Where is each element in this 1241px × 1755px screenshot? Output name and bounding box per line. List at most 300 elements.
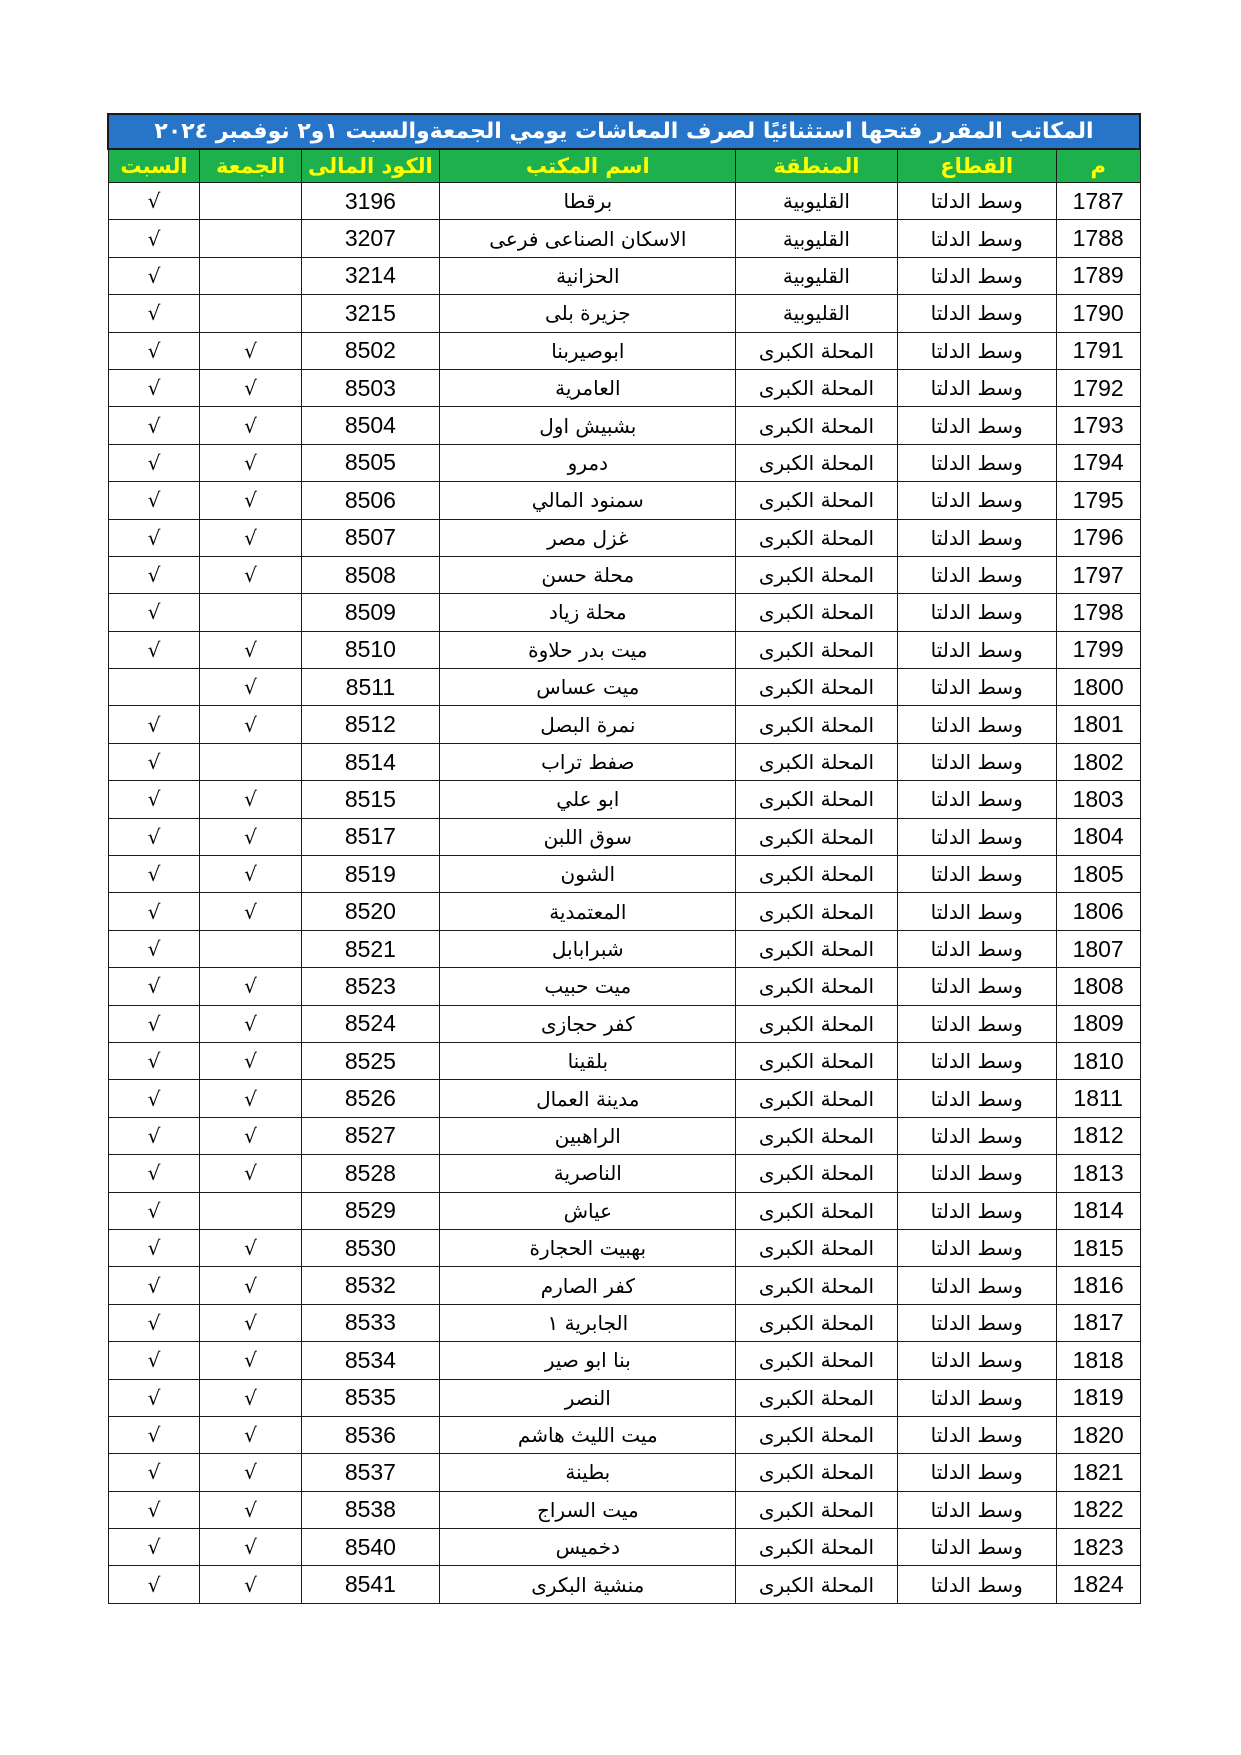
table-row	[108, 1080, 1140, 1117]
cell-financial-code: 8510	[301, 631, 440, 668]
cell-friday-check: √	[200, 1342, 301, 1379]
cell-sector: وسط الدلتا	[897, 594, 1056, 631]
cell-office-name: محلة زياد	[440, 594, 736, 631]
table-row	[108, 818, 1140, 855]
cell-financial-code: 8508	[301, 556, 440, 593]
table-row	[108, 1042, 1140, 1079]
cell-friday-check: √	[200, 856, 301, 893]
cell-saturday-check: √	[108, 1005, 200, 1042]
cell-financial-code: 8512	[301, 706, 440, 743]
cell-serial: 1818	[1056, 1342, 1140, 1379]
cell-serial: 1795	[1056, 482, 1140, 519]
cell-friday-check: √	[200, 1454, 301, 1491]
cell-serial: 1815	[1056, 1229, 1140, 1266]
header-financial-code: الكود المالى	[301, 149, 440, 183]
cell-serial: 1798	[1056, 594, 1140, 631]
table-title: المكاتب المقرر فتحها استثنائيًا لصرف المعاشات يومي الجمعةوالسبت ١و٢ نوفمبر ٢٠٢٤	[108, 114, 1140, 149]
cell-financial-code: 8509	[301, 594, 440, 631]
cell-office-name: كفر الصارم	[440, 1267, 736, 1304]
cell-office-name: ابوصيربنا	[440, 332, 736, 369]
cell-saturday-check: √	[108, 893, 200, 930]
cell-serial: 1797	[1056, 556, 1140, 593]
cell-serial: 1809	[1056, 1005, 1140, 1042]
cell-saturday-check: √	[108, 930, 200, 967]
cell-saturday-check: √	[108, 444, 200, 481]
cell-saturday-check: √	[108, 257, 200, 294]
cell-serial: 1789	[1056, 257, 1140, 294]
table-row	[108, 930, 1140, 967]
table-row	[108, 669, 1140, 706]
cell-saturday-check: √	[108, 631, 200, 668]
cell-sector: وسط الدلتا	[897, 1416, 1056, 1453]
cell-friday-check: √	[200, 781, 301, 818]
cell-financial-code: 8536	[301, 1416, 440, 1453]
cell-friday-check: √	[200, 1304, 301, 1341]
cell-saturday-check: √	[108, 706, 200, 743]
cell-region: المحلة الكبرى	[736, 968, 897, 1005]
header-region: المنطقة	[736, 149, 897, 183]
cell-friday-check: √	[200, 1042, 301, 1079]
cell-financial-code: 8532	[301, 1267, 440, 1304]
table-row	[108, 369, 1140, 406]
cell-friday-check	[200, 743, 301, 780]
title-row	[108, 114, 1140, 149]
cell-saturday-check: √	[108, 1117, 200, 1154]
cell-financial-code: 8530	[301, 1229, 440, 1266]
cell-office-name: بلقينا	[440, 1042, 736, 1079]
cell-friday-check: √	[200, 369, 301, 406]
cell-office-name: ميت الليث هاشم	[440, 1416, 736, 1453]
cell-friday-check: √	[200, 1491, 301, 1528]
cell-financial-code: 8523	[301, 968, 440, 1005]
cell-financial-code: 3215	[301, 295, 440, 332]
cell-office-name: المعتمدية	[440, 893, 736, 930]
cell-sector: وسط الدلتا	[897, 1192, 1056, 1229]
cell-region: المحلة الكبرى	[736, 1229, 897, 1266]
cell-financial-code: 8521	[301, 930, 440, 967]
cell-friday-check: √	[200, 1117, 301, 1154]
cell-region: المحلة الكبرى	[736, 1342, 897, 1379]
header-serial: م	[1056, 149, 1140, 183]
cell-saturday-check: √	[108, 407, 200, 444]
cell-saturday-check: √	[108, 220, 200, 257]
cell-friday-check: √	[200, 482, 301, 519]
cell-sector: وسط الدلتا	[897, 482, 1056, 519]
cell-sector: وسط الدلتا	[897, 706, 1056, 743]
table-row	[108, 482, 1140, 519]
cell-region: المحلة الكبرى	[736, 930, 897, 967]
cell-financial-code: 8534	[301, 1342, 440, 1379]
cell-financial-code: 8535	[301, 1379, 440, 1416]
cell-region: المحلة الكبرى	[736, 893, 897, 930]
cell-friday-check: √	[200, 1267, 301, 1304]
cell-office-name: غزل مصر	[440, 519, 736, 556]
cell-saturday-check: √	[108, 1379, 200, 1416]
cell-saturday-check: √	[108, 183, 200, 220]
cell-serial: 1806	[1056, 893, 1140, 930]
cell-sector: وسط الدلتا	[897, 1491, 1056, 1528]
cell-region: المحلة الكبرى	[736, 1529, 897, 1566]
table-row	[108, 332, 1140, 369]
cell-office-name: سوق اللبن	[440, 818, 736, 855]
cell-region: المحلة الكبرى	[736, 1491, 897, 1528]
cell-serial: 1811	[1056, 1080, 1140, 1117]
cell-region: المحلة الكبرى	[736, 594, 897, 631]
cell-office-name: نمرة البصل	[440, 706, 736, 743]
cell-sector: وسط الدلتا	[897, 743, 1056, 780]
table-row	[108, 1155, 1140, 1192]
cell-sector: وسط الدلتا	[897, 631, 1056, 668]
cell-office-name: الشون	[440, 856, 736, 893]
cell-office-name: الجابرية ١	[440, 1304, 736, 1341]
cell-sector: وسط الدلتا	[897, 183, 1056, 220]
cell-saturday-check: √	[108, 1454, 200, 1491]
cell-serial: 1805	[1056, 856, 1140, 893]
cell-friday-check	[200, 295, 301, 332]
cell-region: المحلة الكبرى	[736, 556, 897, 593]
table-row	[108, 1267, 1140, 1304]
cell-serial: 1802	[1056, 743, 1140, 780]
cell-sector: وسط الدلتا	[897, 968, 1056, 1005]
table-row	[108, 706, 1140, 743]
table-row	[108, 1379, 1140, 1416]
cell-serial: 1788	[1056, 220, 1140, 257]
cell-serial: 1801	[1056, 706, 1140, 743]
cell-sector: وسط الدلتا	[897, 1229, 1056, 1266]
cell-sector: وسط الدلتا	[897, 1155, 1056, 1192]
cell-saturday-check: √	[108, 1342, 200, 1379]
cell-friday-check: √	[200, 706, 301, 743]
cell-financial-code: 8517	[301, 818, 440, 855]
cell-office-name: دمرو	[440, 444, 736, 481]
cell-sector: وسط الدلتا	[897, 332, 1056, 369]
table-row	[108, 856, 1140, 893]
cell-serial: 1823	[1056, 1529, 1140, 1566]
cell-saturday-check: √	[108, 1491, 200, 1528]
table-row	[108, 594, 1140, 631]
cell-saturday-check: √	[108, 1267, 200, 1304]
cell-region: المحلة الكبرى	[736, 1042, 897, 1079]
cell-serial: 1816	[1056, 1267, 1140, 1304]
cell-sector: وسط الدلتا	[897, 893, 1056, 930]
cell-office-name: بنا ابو صير	[440, 1342, 736, 1379]
header-sector: القطاع	[897, 149, 1056, 183]
table-row	[108, 1454, 1140, 1491]
table-row	[108, 968, 1140, 1005]
cell-friday-check	[200, 930, 301, 967]
cell-office-name: برقطا	[440, 183, 736, 220]
cell-region: المحلة الكبرى	[736, 482, 897, 519]
cell-sector: وسط الدلتا	[897, 1042, 1056, 1079]
cell-region: المحلة الكبرى	[736, 781, 897, 818]
cell-region: المحلة الكبرى	[736, 631, 897, 668]
table-row	[108, 556, 1140, 593]
cell-saturday-check: √	[108, 1080, 200, 1117]
cell-saturday-check: √	[108, 1566, 200, 1603]
table-row	[108, 295, 1140, 332]
cell-saturday-check: √	[108, 1192, 200, 1229]
cell-saturday-check: √	[108, 1155, 200, 1192]
cell-office-name: سمنود المالي	[440, 482, 736, 519]
cell-serial: 1800	[1056, 669, 1140, 706]
header-saturday: السبت	[108, 149, 200, 183]
cell-sector: وسط الدلتا	[897, 369, 1056, 406]
table-body	[108, 183, 1140, 1604]
cell-office-name: الراهبين	[440, 1117, 736, 1154]
cell-financial-code: 8515	[301, 781, 440, 818]
table-row	[108, 631, 1140, 668]
cell-region: المحلة الكبرى	[736, 1155, 897, 1192]
cell-financial-code: 8525	[301, 1042, 440, 1079]
cell-office-name: ميت حبيب	[440, 968, 736, 1005]
cell-sector: وسط الدلتا	[897, 1080, 1056, 1117]
cell-friday-check: √	[200, 1416, 301, 1453]
cell-serial: 1812	[1056, 1117, 1140, 1154]
cell-friday-check: √	[200, 556, 301, 593]
cell-sector: وسط الدلتا	[897, 1267, 1056, 1304]
table-row	[108, 183, 1140, 220]
cell-sector: وسط الدلتا	[897, 220, 1056, 257]
cell-saturday-check: √	[108, 1042, 200, 1079]
table-row	[108, 1005, 1140, 1042]
cell-sector: وسط الدلتا	[897, 856, 1056, 893]
cell-office-name: شبرابابل	[440, 930, 736, 967]
table-row	[108, 1342, 1140, 1379]
cell-saturday-check: √	[108, 1304, 200, 1341]
cell-financial-code: 8527	[301, 1117, 440, 1154]
cell-financial-code: 8538	[301, 1491, 440, 1528]
cell-region: المحلة الكبرى	[736, 743, 897, 780]
cell-financial-code: 8529	[301, 1192, 440, 1229]
cell-financial-code: 8519	[301, 856, 440, 893]
cell-sector: وسط الدلتا	[897, 1304, 1056, 1341]
table-row	[108, 1416, 1140, 1453]
cell-saturday-check: √	[108, 818, 200, 855]
cell-office-name: عياش	[440, 1192, 736, 1229]
cell-saturday-check: √	[108, 781, 200, 818]
cell-serial: 1810	[1056, 1042, 1140, 1079]
cell-friday-check: √	[200, 444, 301, 481]
cell-office-name: العامرية	[440, 369, 736, 406]
cell-saturday-check	[108, 669, 200, 706]
cell-serial: 1822	[1056, 1491, 1140, 1528]
cell-region: المحلة الكبرى	[736, 1005, 897, 1042]
cell-serial: 1787	[1056, 183, 1140, 220]
cell-friday-check: √	[200, 669, 301, 706]
cell-financial-code: 3196	[301, 183, 440, 220]
cell-office-name: مدينة العمال	[440, 1080, 736, 1117]
cell-sector: وسط الدلتا	[897, 1342, 1056, 1379]
cell-friday-check: √	[200, 1529, 301, 1566]
cell-region: القليوبية	[736, 257, 897, 294]
cell-office-name: جزيرة بلى	[440, 295, 736, 332]
table-row	[108, 1566, 1140, 1603]
cell-office-name: الحزانية	[440, 257, 736, 294]
table-row	[108, 893, 1140, 930]
cell-sector: وسط الدلتا	[897, 781, 1056, 818]
cell-serial: 1821	[1056, 1454, 1140, 1491]
cell-region: المحلة الكبرى	[736, 1192, 897, 1229]
cell-sector: وسط الدلتا	[897, 295, 1056, 332]
cell-saturday-check: √	[108, 856, 200, 893]
cell-friday-check: √	[200, 519, 301, 556]
header-friday: الجمعة	[200, 149, 301, 183]
cell-saturday-check: √	[108, 1529, 200, 1566]
cell-financial-code: 8533	[301, 1304, 440, 1341]
cell-financial-code: 8526	[301, 1080, 440, 1117]
cell-saturday-check: √	[108, 332, 200, 369]
cell-region: المحلة الكبرى	[736, 1117, 897, 1154]
table-row	[108, 220, 1140, 257]
cell-financial-code: 8511	[301, 669, 440, 706]
cell-serial: 1803	[1056, 781, 1140, 818]
cell-sector: وسط الدلتا	[897, 1566, 1056, 1603]
header-row	[108, 149, 1140, 183]
cell-serial: 1794	[1056, 444, 1140, 481]
cell-region: المحلة الكبرى	[736, 369, 897, 406]
cell-office-name: منشية البكرى	[440, 1566, 736, 1603]
cell-region: المحلة الكبرى	[736, 669, 897, 706]
cell-office-name: محلة حسن	[440, 556, 736, 593]
cell-region: المحلة الكبرى	[736, 1304, 897, 1341]
cell-friday-check	[200, 257, 301, 294]
cell-region: المحلة الكبرى	[736, 1080, 897, 1117]
cell-region: المحلة الكبرى	[736, 1379, 897, 1416]
cell-office-name: الناصرية	[440, 1155, 736, 1192]
cell-friday-check	[200, 183, 301, 220]
cell-saturday-check: √	[108, 482, 200, 519]
cell-sector: وسط الدلتا	[897, 1005, 1056, 1042]
cell-serial: 1796	[1056, 519, 1140, 556]
cell-region: المحلة الكبرى	[736, 706, 897, 743]
cell-sector: وسط الدلتا	[897, 556, 1056, 593]
cell-financial-code: 8503	[301, 369, 440, 406]
cell-financial-code: 3207	[301, 220, 440, 257]
cell-region: المحلة الكبرى	[736, 519, 897, 556]
cell-financial-code: 8504	[301, 407, 440, 444]
cell-office-name: ميت السراج	[440, 1491, 736, 1528]
cell-sector: وسط الدلتا	[897, 444, 1056, 481]
cell-office-name: النصر	[440, 1379, 736, 1416]
cell-serial: 1817	[1056, 1304, 1140, 1341]
cell-friday-check: √	[200, 1080, 301, 1117]
offices-table	[107, 113, 1141, 1604]
cell-sector: وسط الدلتا	[897, 1379, 1056, 1416]
cell-friday-check: √	[200, 1566, 301, 1603]
table-row	[108, 781, 1140, 818]
cell-office-name: بهبيت الحجارة	[440, 1229, 736, 1266]
cell-region: المحلة الكبرى	[736, 856, 897, 893]
cell-friday-check: √	[200, 1379, 301, 1416]
cell-region: المحلة الكبرى	[736, 1454, 897, 1491]
cell-office-name: ميت عساس	[440, 669, 736, 706]
cell-region: القليوبية	[736, 220, 897, 257]
cell-sector: وسط الدلتا	[897, 519, 1056, 556]
cell-office-name: الاسكان الصناعى فرعى	[440, 220, 736, 257]
cell-region: القليوبية	[736, 295, 897, 332]
cell-saturday-check: √	[108, 556, 200, 593]
table-row	[108, 743, 1140, 780]
cell-friday-check: √	[200, 818, 301, 855]
cell-saturday-check: √	[108, 369, 200, 406]
cell-friday-check: √	[200, 332, 301, 369]
cell-financial-code: 3214	[301, 257, 440, 294]
cell-serial: 1820	[1056, 1416, 1140, 1453]
cell-sector: وسط الدلتا	[897, 930, 1056, 967]
table-row	[108, 1529, 1140, 1566]
cell-sector: وسط الدلتا	[897, 818, 1056, 855]
cell-office-name: دخميس	[440, 1529, 736, 1566]
cell-saturday-check: √	[108, 519, 200, 556]
cell-serial: 1793	[1056, 407, 1140, 444]
cell-financial-code: 8540	[301, 1529, 440, 1566]
table-row	[108, 444, 1140, 481]
cell-saturday-check: √	[108, 743, 200, 780]
cell-serial: 1799	[1056, 631, 1140, 668]
cell-financial-code: 8520	[301, 893, 440, 930]
cell-saturday-check: √	[108, 295, 200, 332]
cell-sector: وسط الدلتا	[897, 669, 1056, 706]
cell-friday-check: √	[200, 1229, 301, 1266]
cell-serial: 1814	[1056, 1192, 1140, 1229]
header-office-name: اسم المكتب	[440, 149, 736, 183]
cell-financial-code: 8514	[301, 743, 440, 780]
cell-office-name: ابو علي	[440, 781, 736, 818]
cell-serial: 1819	[1056, 1379, 1140, 1416]
cell-saturday-check: √	[108, 1229, 200, 1266]
table-row	[108, 1491, 1140, 1528]
cell-sector: وسط الدلتا	[897, 1454, 1056, 1491]
cell-region: المحلة الكبرى	[736, 1267, 897, 1304]
cell-saturday-check: √	[108, 968, 200, 1005]
cell-office-name: صفط تراب	[440, 743, 736, 780]
cell-financial-code: 8541	[301, 1566, 440, 1603]
cell-saturday-check: √	[108, 1416, 200, 1453]
cell-financial-code: 8506	[301, 482, 440, 519]
cell-serial: 1824	[1056, 1566, 1140, 1603]
cell-friday-check	[200, 220, 301, 257]
cell-serial: 1790	[1056, 295, 1140, 332]
table-row	[108, 407, 1140, 444]
cell-office-name: كفر حجازى	[440, 1005, 736, 1042]
cell-sector: وسط الدلتا	[897, 407, 1056, 444]
table-row	[108, 519, 1140, 556]
cell-region: المحلة الكبرى	[736, 332, 897, 369]
cell-serial: 1813	[1056, 1155, 1140, 1192]
cell-friday-check	[200, 1192, 301, 1229]
cell-friday-check: √	[200, 893, 301, 930]
cell-friday-check	[200, 594, 301, 631]
cell-sector: وسط الدلتا	[897, 1117, 1056, 1154]
table-row	[108, 1229, 1140, 1266]
table-row	[108, 257, 1140, 294]
cell-serial: 1808	[1056, 968, 1140, 1005]
cell-office-name: بطينة	[440, 1454, 736, 1491]
cell-financial-code: 8505	[301, 444, 440, 481]
table-row	[108, 1117, 1140, 1154]
cell-serial: 1807	[1056, 930, 1140, 967]
cell-friday-check: √	[200, 1005, 301, 1042]
cell-financial-code: 8502	[301, 332, 440, 369]
cell-sector: وسط الدلتا	[897, 1529, 1056, 1566]
cell-friday-check: √	[200, 1155, 301, 1192]
cell-region: المحلة الكبرى	[736, 444, 897, 481]
cell-financial-code: 8524	[301, 1005, 440, 1042]
cell-region: المحلة الكبرى	[736, 407, 897, 444]
table-row	[108, 1192, 1140, 1229]
cell-region: المحلة الكبرى	[736, 1416, 897, 1453]
cell-friday-check: √	[200, 631, 301, 668]
